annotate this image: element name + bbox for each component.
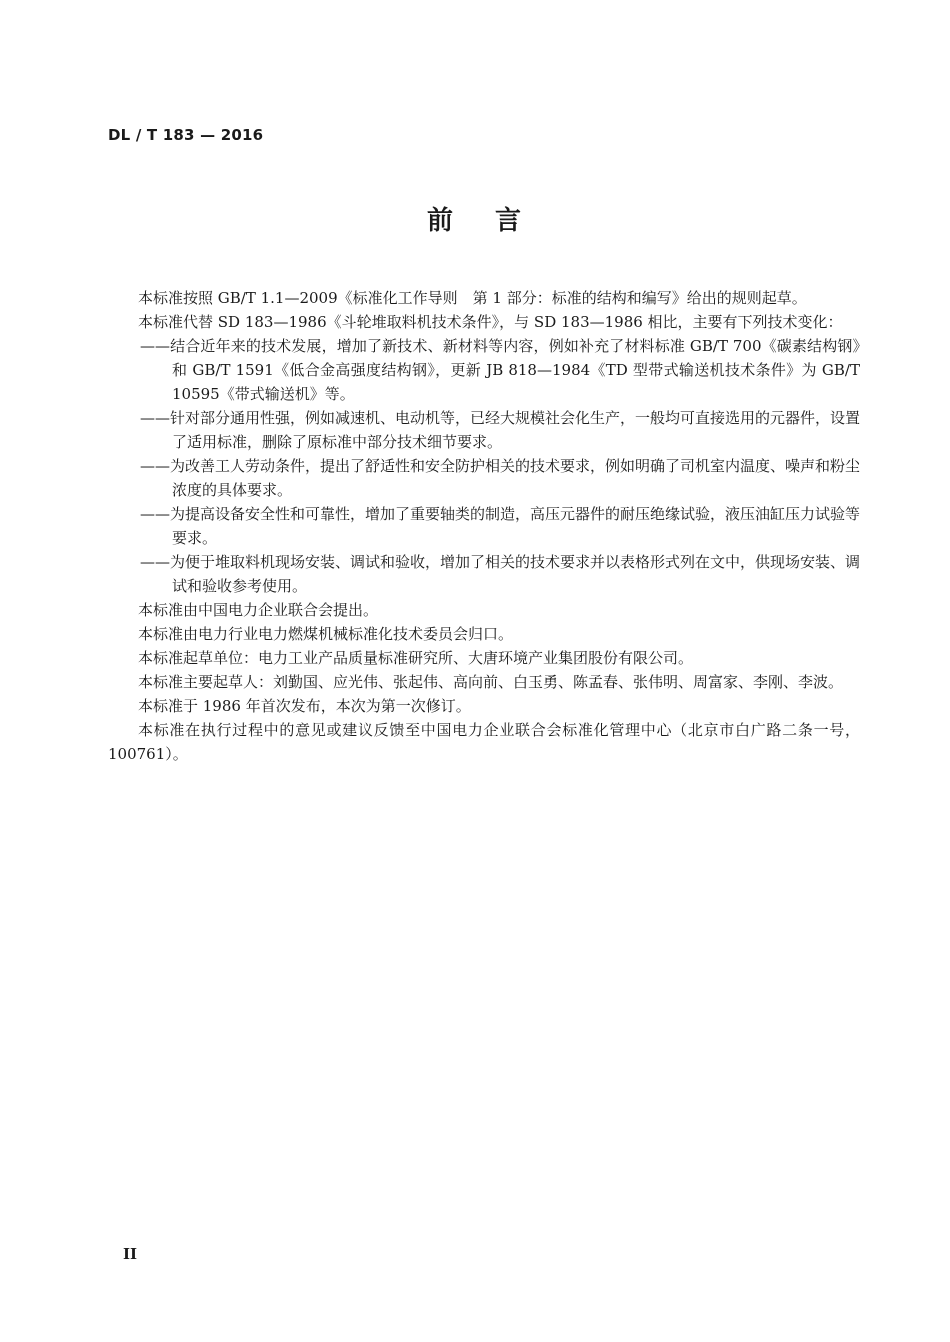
document-code: DL / T 183 — 2016 [108, 126, 264, 144]
change-item-general-parts: ——针对部分通用性强，例如减速机、电动机等，已经大规模社会化生产，一般均可直接选用的元器件，设置了适用标准，删除了原标准中部分技术细节要求。 [140, 409, 861, 451]
change-item-new-tech: ——结合近年来的技术发展，增加了新技术、新材料等内容，例如补充了材料标准 GB/T 700《碳素结构钢》和 GB/T 1591《低合金高强度结构钢》，更新 JB 818—1984《TD 型带式输送机技术条件》为 GB/T 10595《带式输送机》等。 [140, 337, 860, 403]
paragraph-drafting-units: 本标准起草单位：电力工业产品质量标准研究所、大唐环境产业集团股份有限公司。 [138, 649, 694, 667]
title-char-1: 前 [426, 206, 455, 236]
page-number: II [123, 1245, 138, 1263]
change-item-installation: ——为便于堆取料机现场安装、调试和验收，增加了相关的技术要求并以表格形式列在文中，供现场安装、调试和验收参考使用。 [140, 553, 861, 595]
change-item-safety: ——为提高设备安全性和可靠性，增加了重要轴类的制造，高压元器件的耐压绝缘试验，液压油缸压力试验等要求。 [140, 505, 861, 547]
foreword-body [108, 286, 860, 766]
paragraph-drafters: 本标准主要起草人：刘勤国、应光伟、张起伟、高向前、白玉勇、陈孟春、张伟明、周富家、李刚、李波。 [138, 673, 844, 691]
change-item-working-conditions: ——为改善工人劳动条件，提出了舒适性和安全防护相关的技术要求，例如明确了司机室内温度、噪声和粉尘浓度的具体要求。 [140, 457, 861, 499]
paragraph-committee: 本标准由电力行业电力燃煤机械标准化技术委员会归口。 [138, 625, 514, 643]
paragraph-proposer: 本标准由中国电力企业联合会提出。 [138, 601, 379, 619]
paragraph-publication-history: 本标准于 1986 年首次发布，本次为第一次修订。 [138, 697, 471, 715]
page-title [0, 200, 950, 237]
title-char-2: 言 [495, 206, 524, 236]
paragraph-drafting-rules: 本标准按照 GB/T 1.1—2009《标准化工作导则 第 1 部分：标准的结构和编写》给出的规则起草。 [138, 289, 807, 307]
paragraph-feedback: 本标准在执行过程中的意见或建议反馈至中国电力企业联合会标准化管理中心（北京市白广路二条一号，100761）。 [108, 721, 860, 763]
paragraph-replacement: 本标准代替 SD 183—1986《斗轮堆取料机技术条件》，与 SD 183—1986 相比，主要有下列技术变化： [138, 313, 843, 331]
